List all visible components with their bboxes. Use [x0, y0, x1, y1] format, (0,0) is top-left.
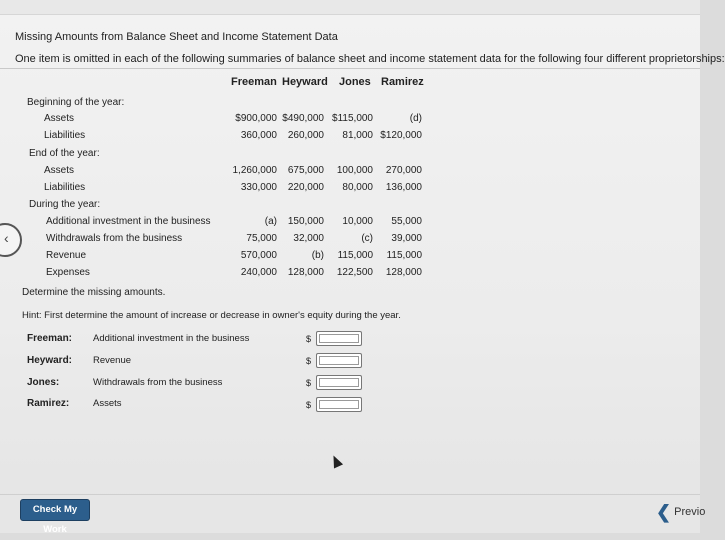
section-label-end: End of the year: [29, 148, 100, 159]
currency-symbol: $ [306, 378, 312, 388]
table-cell: 1,260,000 [232, 165, 277, 176]
answer-label-ramirez: Ramirez: [27, 398, 70, 409]
previous-button-label: Previo [674, 506, 706, 518]
divider [0, 68, 700, 69]
currency-symbol: $ [306, 334, 312, 344]
table-cell: 675,000 [287, 165, 324, 176]
table-cell: 330,000 [240, 182, 277, 193]
table-cell: 240,000 [240, 267, 277, 278]
table-cell: $490,000 [282, 113, 324, 124]
column-header-jones: Jones [339, 76, 371, 88]
answer-item-ramirez: Assets [93, 398, 122, 409]
table-cell: 220,000 [287, 182, 324, 193]
instruction-text: Determine the missing amounts. [22, 287, 166, 298]
table-cell: 270,000 [385, 165, 422, 176]
answer-label-freeman: Freeman: [27, 333, 73, 344]
chevron-left-icon: ‹ [4, 230, 9, 246]
previous-button[interactable] [656, 502, 705, 523]
chevron-left-icon: ❮ [656, 502, 672, 522]
table-cell: 100,000 [336, 165, 373, 176]
table-cell: 115,000 [337, 250, 373, 261]
left-nav-button[interactable] [0, 223, 22, 257]
answer-label-heyward: Heyward: [27, 355, 73, 366]
table-cell: $900,000 [235, 113, 277, 124]
table-cell: 39,000 [391, 233, 422, 244]
answer-input-freeman[interactable] [316, 331, 362, 346]
section-label-during: During the year: [29, 199, 101, 210]
table-cell: $115,000 [332, 113, 373, 124]
table-cell: 75,000 [246, 233, 277, 244]
row-label: Additional investment in the business [46, 216, 211, 227]
row-label: Assets [44, 113, 75, 124]
top-bar [0, 0, 700, 15]
column-header-freeman: Freeman [231, 76, 277, 88]
answer-input-jones[interactable] [316, 375, 362, 390]
row-label: Liabilities [44, 130, 86, 141]
row-label: Withdrawals from the business [46, 233, 183, 244]
table-cell: 115,000 [386, 250, 422, 261]
answer-label-jones: Jones: [27, 377, 60, 388]
answer-input-ramirez[interactable] [316, 397, 362, 412]
table-cell: (d) [409, 113, 422, 124]
table-cell: 55,000 [391, 216, 422, 227]
table-cell: (a) [264, 216, 277, 227]
answer-item-heyward: Revenue [93, 355, 132, 366]
row-label: Liabilities [44, 182, 86, 193]
table-cell: 150,000 [287, 216, 324, 227]
bottom-bar [0, 494, 700, 533]
column-header-heyward: Heyward [282, 76, 328, 88]
table-cell: 80,000 [342, 182, 373, 193]
table-cell: (b) [311, 250, 324, 261]
table-cell: 260,000 [287, 130, 324, 141]
mouse-cursor-icon [329, 453, 343, 468]
row-label: Assets [44, 165, 75, 176]
answer-input-heyward[interactable] [316, 353, 362, 368]
table-cell: (c) [361, 233, 373, 244]
answer-item-jones: Withdrawals from the business [93, 377, 223, 388]
table-cell: 570,000 [240, 250, 277, 261]
table-cell: $120,000 [380, 130, 422, 141]
table-cell: 360,000 [240, 130, 277, 141]
row-label: Revenue [46, 250, 87, 261]
section-label-beginning: Beginning of the year: [27, 97, 125, 108]
table-cell: 10,000 [342, 216, 373, 227]
table-cell: 136,000 [385, 182, 422, 193]
table-cell: 122,500 [336, 267, 373, 278]
problem-title: Missing Amounts from Balance Sheet and Income Statement Data [15, 31, 338, 43]
table-cell: 128,000 [287, 267, 324, 278]
table-cell: 32,000 [293, 233, 324, 244]
row-label: Expenses [46, 267, 90, 278]
check-my-work-button[interactable]: Check My Work [20, 499, 90, 521]
problem-intro: One item is omitted in each of the following summaries of balance sheet and income statement data for the following four different proprietorships: [15, 53, 725, 65]
hint-text: Hint: First determine the amount of increase or decrease in owner's equity during the year. [22, 310, 401, 321]
currency-symbol: $ [306, 400, 312, 410]
table-cell: 128,000 [385, 267, 422, 278]
column-header-ramirez: Ramirez [381, 76, 424, 88]
table-cell: 81,000 [342, 130, 373, 141]
answer-item-freeman: Additional investment in the business [93, 333, 250, 344]
currency-symbol: $ [306, 356, 312, 366]
